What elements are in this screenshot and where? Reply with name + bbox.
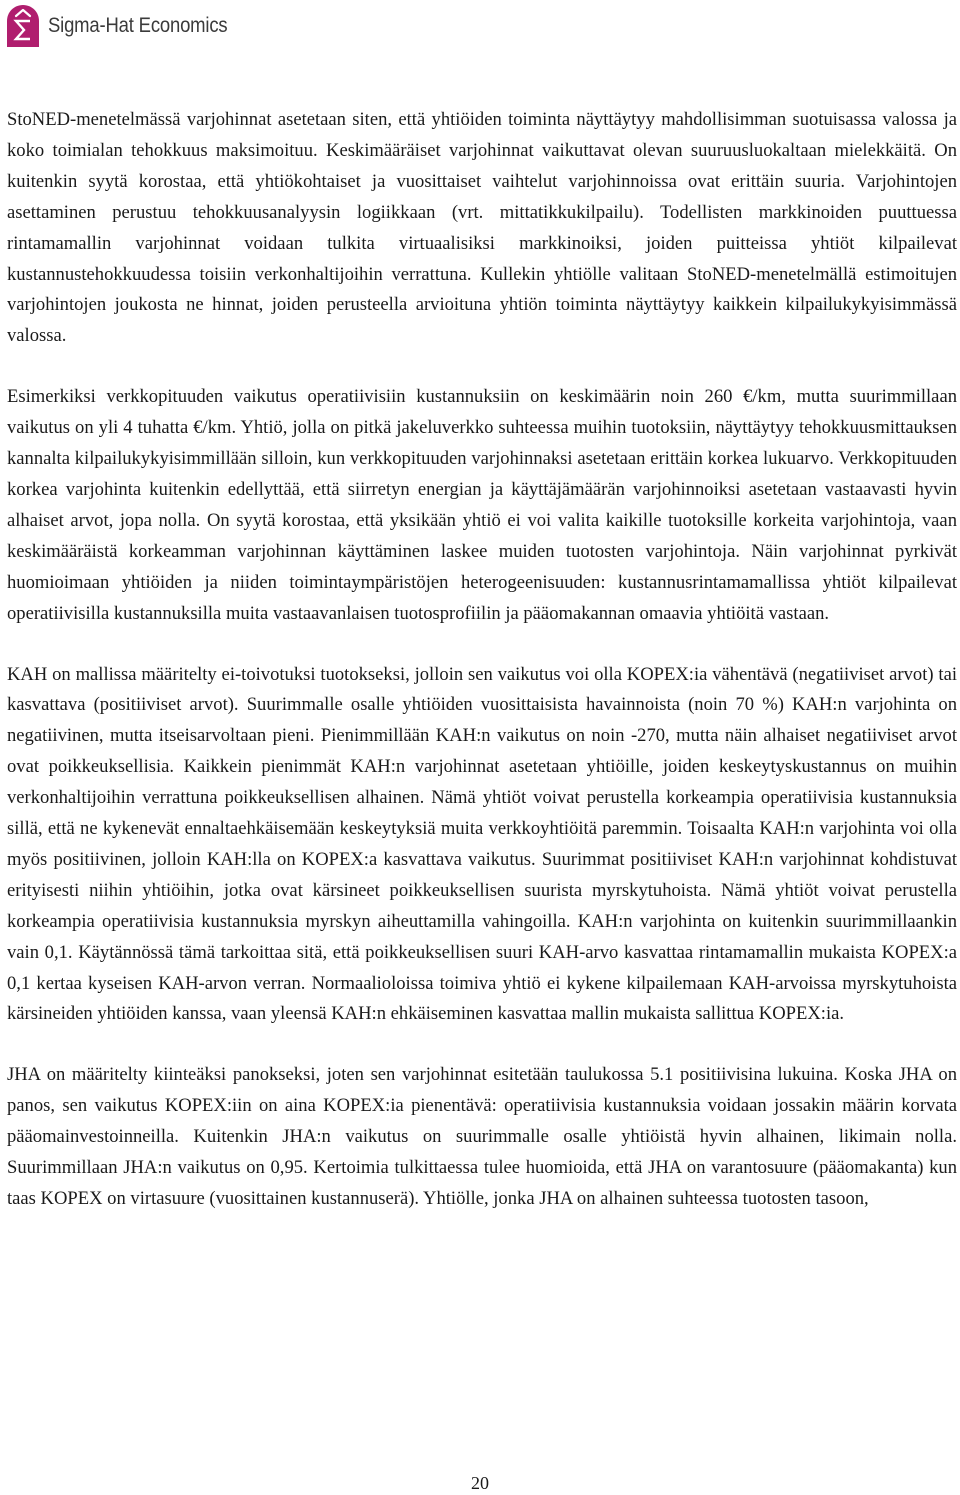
page-number: 20 (471, 1473, 489, 1493)
page-header (6, 4, 252, 48)
document-body (7, 105, 957, 1245)
paragraph-network-length: Esimerkiksi verkkopituuden vaikutus operatiivisiin kustannuksiin on keskimäärin noin 260 €/km, mutta suurimmillaan vaikutus on yli 4 tuhatta €/km. Yhtiö, jolla on pitkä jakeluverkko suhteessa muihin tuotoksiin, näyttäytyy tehokkuusmittauksen kannalta kilpailukykyisimmillään silloin, kun verkkopituuden varjohinnaksi asetetaan erittäin korkea lukuarvo. Verkkopituuden korkea varjohinta kuitenkin edellyttää, että siirretyn energian ja käyttäjämäärän varjohinnoiksi asetetaan vastaavasti hyvin alhaiset arvot, jopa nolla. On syytä korostaa, että yksikään yhtiö ei voi valita kaikille tuotoksille korkeita varjohintoja, vaan keskimääräistä korkeamman varjohinnan käyttäminen laskee muiden tuotosten varjohintoja. Näin varjohinnat pyrkivät huomioimaan yhtiöiden ja niiden toimintaympäristöjen heterogeenisuuden: kustannusrintamamallissa yhtiöt kilpailevat operatiivisilla kustannuksilla muita vastaavanlaisen tuotosprofiilin ja pääomakannan omaavia yhtiöitä vastaan. (7, 386, 957, 624)
paragraph-jha: JHA on määritelty kiinteäksi panokseksi, joten sen varjohinnat esitetään taulukossa 5.1 positiivisina lukuina. Koska JHA on panos, sen vaikutus KOPEX:iin on aina KOPEX:ia pienentävä: operatiivisia kustannuksia voidaan jossakin määrin korvata pääomainvestoinneilla. Kuitenkin JHA:n vaikutus on suurimmalle osalle yhtiöistä hyvin alhainen, likimain nolla. Suurimmillaan JHA:n vaikutus on 0,95. Kertoimia tulkittaessa tulee huomioida, että JHA on varantosuure (pääomakanta) kun taas KOPEX on virtasuure (vuosittainen kustannuserä). Yhtiölle, jonka JHA on alhainen suhteessa tuotosten tasoon, (7, 1064, 957, 1209)
paragraph-stoned-method: StoNED-menetelmässä varjohinnat asetetaan siten, että yhtiöiden toiminta näyttäytyy mahdollisimman suotuisassa valossa ja koko toimialan tehokkuus maksimoituu. Keskimääräiset varjohinnat vaikuttavat olevan suuruusluokaltaan mielekkäitä. On kuitenkin syytä korostaa, että yhtiökohtaiset ja vuosittaiset vaihtelut varjohinnoissa ovat erittäin suuria. Varjohintojen asettaminen perustuu tehokkuusanalyysin logiikkaan (vrt. mittatikkukilpailu). Todellisten markkinoiden puuttuessa rintamamallin varjohinnat voidaan tulkita virtuaalisiksi markkinoiksi, joiden puitteissa yhtiöt kilpailevat kustannustehokkuudessa toisiin verkonhaltijoihin verrattuna. Kullekin yhtiölle valitaan StoNED-menetelmällä estimoitujen varjohintojen joukosta ne hinnat, joiden perusteella arvioituna yhtiön toiminta näyttäytyy kaikkein kilpailukykyisimmässä valossa. (7, 109, 957, 347)
paragraph-kah: KAH on mallissa määritelty ei-toivotuksi tuotokseksi, jolloin sen vaikutus voi olla KOPEX:ia vähentävä (negatiiviset arvot) tai kasvattava (positiiviset arvot). Suurimmalle osalle yhtiöiden vuosittaisista havainnoista (noin 70 %) KAH:n varjohinta on negatiivinen, mutta itseisarvoltaan pieni. Pienimmillään KAH:n vaikutus on noin -270, mutta näin alhaiset negatiiviset arvot ovat poikkeuksellisia. Kaikkein pienimmät KAH:n varjohinnat asetetaan yhtiöille, joiden keskeytyskustannus on muihin verkonhaltijoihin verrattuna poikkeuksellisen alhainen. Nämä yhtiöt voivat perustella korkeampia operatiivisia kustannuksia sillä, että ne kykenevät ennaltaehkäisemään keskeytyksiä muita verkkoyhtiöitä paremmin. Toisaalta KAH:n varjohinta voi olla myös positiivinen, jolloin KAH:lla on KOPEX:a kasvattava vaikutus. Suurimmat positiiviset KAH:n varjohinnat kohdistuvat erityisesti niihin yhtiöihin, jotka ovat kärsineet poikkeuksellisen suurista myrskytuhoista. Nämä yhtiöt voivat perustella korkeampia operatiivisia kustannuksia myrskyn aiheuttamilla vahingoilla. KAH:n varjohinta on kuitenkin suurimmillaankin vain 0,1. Käytännössä tämä tarkoittaa sitä, että poikkeuksellisen suuri KAH-arvo kasvattaa rintamamallin mukaista KOPEX:a 0,1 kertaa kyseisen KAH-arvon verran. Normaalioloissa toimiva yhtiö ei kykene kilpailemaan KAH-arvoissa myrskytuhoista kärsineiden yhtiöiden kanssa, vaan yleensä KAH:n ehkäiseminen kasvattaa mallin mukaista sallittua KOPEX:ia. (7, 663, 957, 1025)
sigma-hat-logo-icon (6, 4, 40, 48)
brand-name: Sigma-Hat Economics (48, 14, 228, 37)
